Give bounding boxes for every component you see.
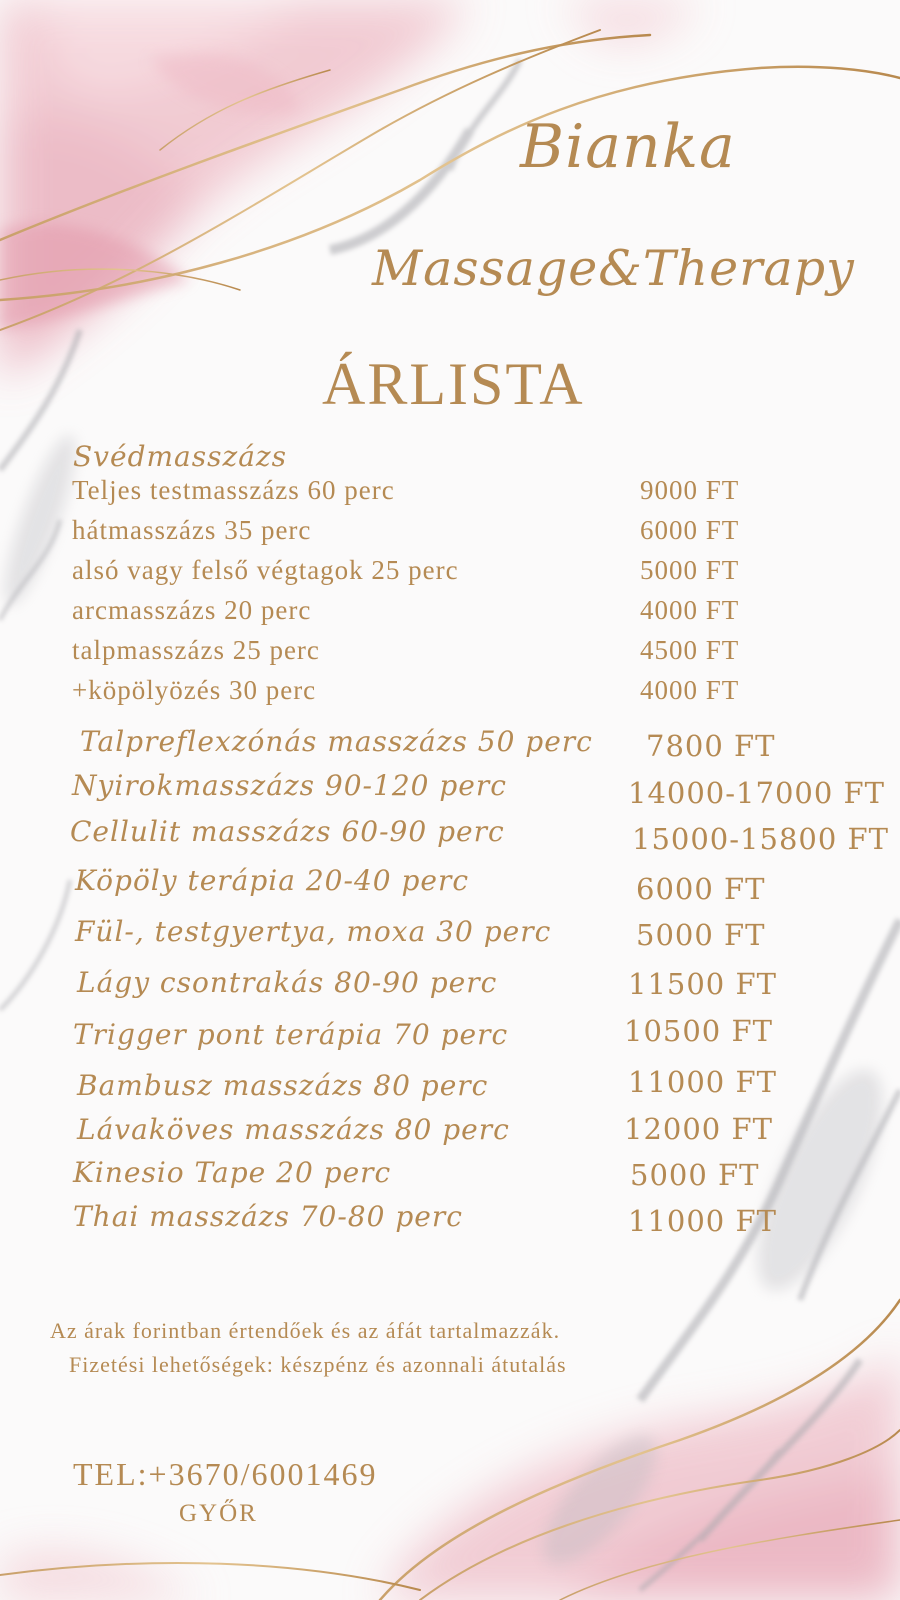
swedish-item-name: +köpölyözés 30 perc — [72, 675, 317, 705]
swedish-heading: Svédmasszázs — [73, 440, 288, 473]
swedish-item-price: 9000 FT — [640, 475, 740, 505]
swedish-item-price: 4000 FT — [640, 675, 740, 705]
service-name: Bambusz masszázs 80 perc — [77, 1069, 489, 1102]
service-name: Lávaköves masszázs 80 perc — [77, 1113, 510, 1146]
service-name: Köpöly terápia 20-40 perc — [75, 864, 470, 897]
service-name: Thai masszázs 70-80 perc — [73, 1200, 463, 1233]
service-name: Cellulit masszázs 60-90 perc — [70, 815, 505, 848]
service-price: 6000 FT — [636, 872, 766, 906]
city-name: GYŐR — [179, 1500, 258, 1527]
service-price: 10500 FT — [624, 1014, 773, 1048]
swedish-item-price: 6000 FT — [640, 515, 740, 545]
phone-number: TEL:+3670/6001469 — [73, 1456, 378, 1492]
service-price: 11000 FT — [628, 1065, 777, 1099]
service-price: 7800 FT — [646, 729, 776, 763]
service-price: 11500 FT — [628, 967, 777, 1001]
brand-subtitle: Massage&Therapy — [372, 240, 855, 297]
service-price: 5000 FT — [630, 1158, 760, 1192]
swedish-item-name: hátmasszázs 35 perc — [72, 515, 312, 545]
service-price: 15000-15800 FT — [632, 822, 889, 856]
swedish-item-name: arcmasszázs 20 perc — [72, 595, 312, 625]
swedish-item-price: 5000 FT — [640, 555, 740, 585]
service-price: 12000 FT — [624, 1112, 773, 1146]
service-name: Nyirokmasszázs 90-120 perc — [72, 769, 507, 802]
price-note: Az árak forintban értendőek és az áfát tartalmazzák. — [50, 1318, 561, 1343]
service-name: Fül-, testgyertya, moxa 30 perc — [75, 915, 552, 948]
service-price: 14000-17000 FT — [628, 776, 885, 810]
service-price: 11000 FT — [628, 1204, 777, 1238]
service-price: 5000 FT — [636, 918, 766, 952]
swedish-item-price: 4000 FT — [640, 595, 740, 625]
service-name: Talpreflexzónás masszázs 50 perc — [80, 725, 593, 758]
swedish-item-name: talpmasszázs 25 perc — [72, 635, 320, 665]
service-name: Lágy csontrakás 80-90 perc — [77, 966, 498, 999]
swedish-item-name: alsó vagy felső végtagok 25 perc — [72, 555, 459, 585]
payment-note: Fizetési lehetőségek: készpénz és azonnali átutalás — [69, 1352, 567, 1377]
price-list-title: ÁRLISTA — [322, 351, 585, 417]
swedish-item-name: Teljes testmasszázs 60 perc — [72, 475, 395, 505]
service-name: Kinesio Tape 20 perc — [73, 1156, 392, 1189]
swedish-item-price: 4500 FT — [640, 635, 740, 665]
brand-name: Bianka — [520, 112, 736, 182]
service-name: Trigger pont terápia 70 perc — [73, 1018, 509, 1051]
